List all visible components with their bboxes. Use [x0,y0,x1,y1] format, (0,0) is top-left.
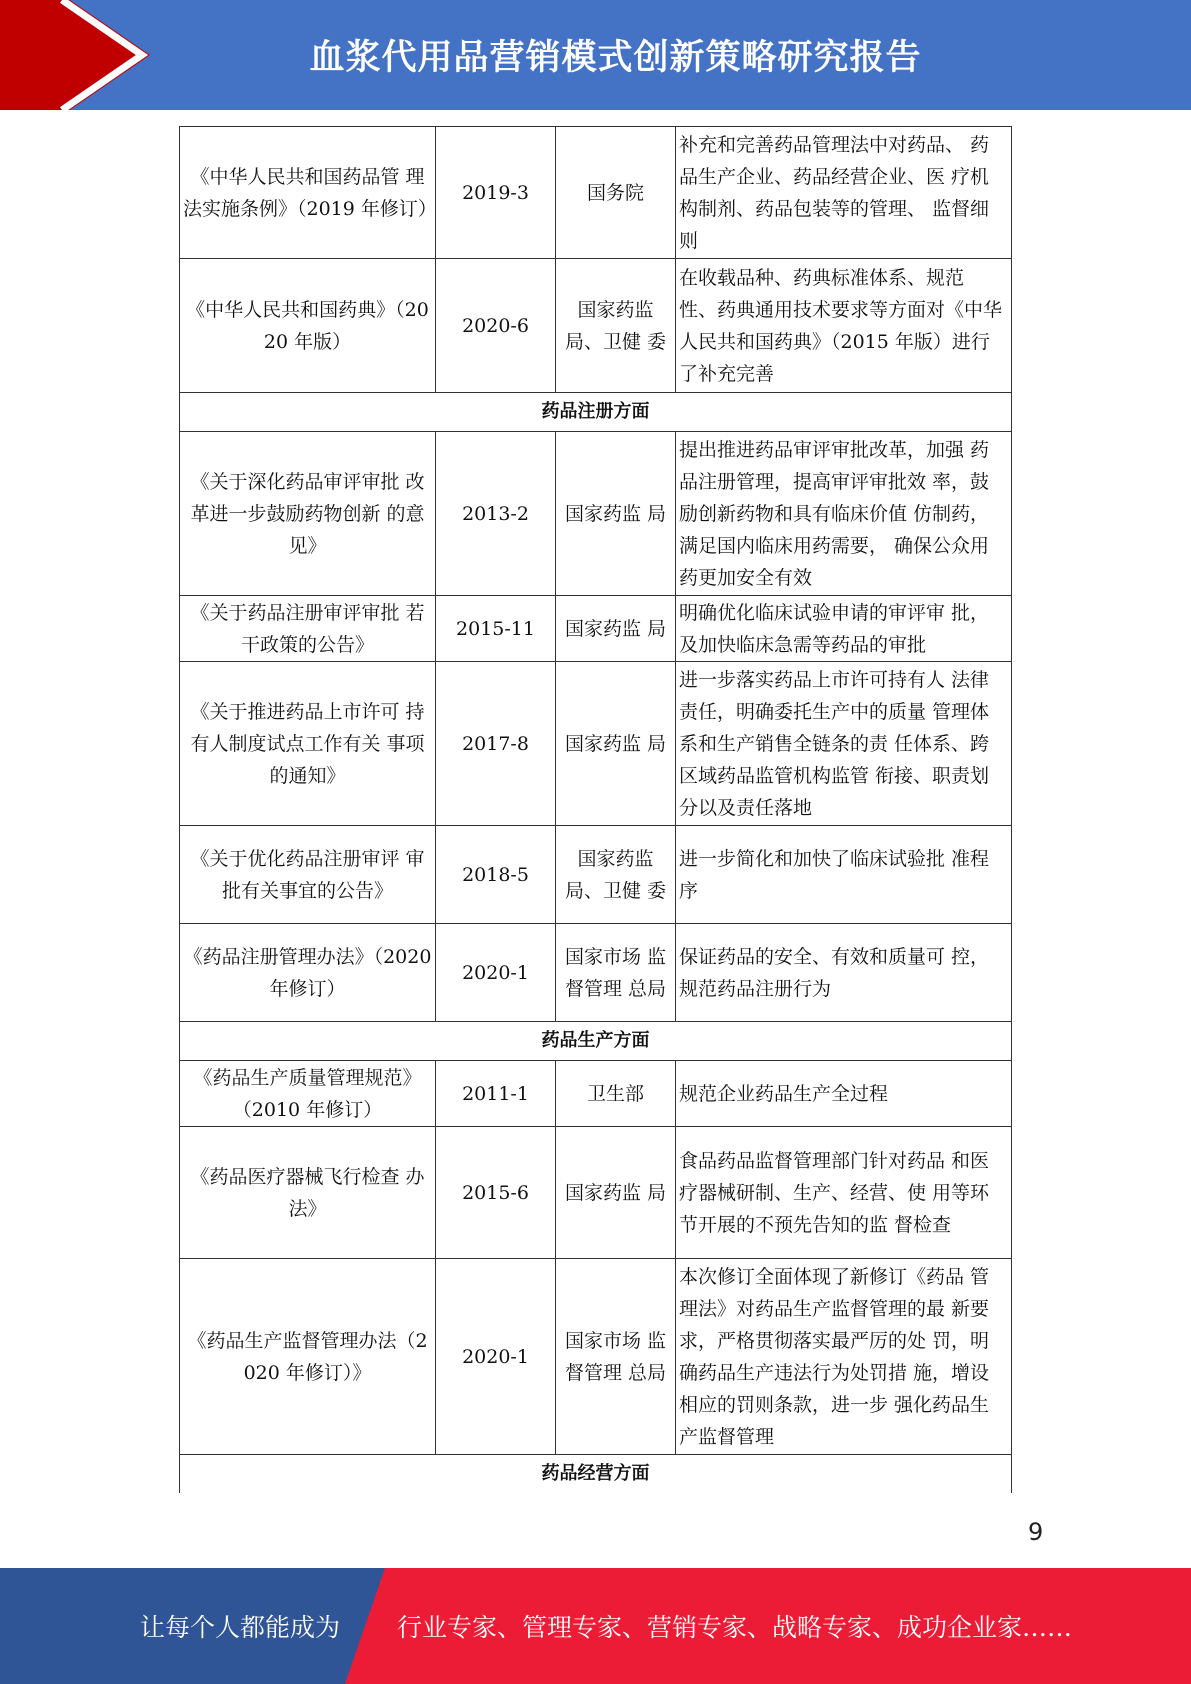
table-row [180,596,1012,662]
regulation-name: 《关于优化药品注册审评 审批有关事宜的公告》 [180,826,436,924]
regulation-date: 2011-1 [436,1061,556,1127]
footer-slogan-lead: 让每个人都能成为 [140,1613,341,1642]
regulation-date: 2020-1 [436,924,556,1022]
regulation-description: 在收载品种、药典标准体系、规范 性、药典通用技术要求等方面对《中华人民共和国药典》（2015 年版）进行了补充完善 [676,259,1012,393]
regulation-date: 2017-8 [436,662,556,826]
regulation-name: 《药品生产监督管理办法（2020 年修订）》 [180,1259,436,1455]
regulation-description: 提出推进药品审评审批改革，加强 药品注册管理，提高审评审批效 率，鼓励创新药物和具有临床价值 仿制药，满足国内临床用药需要， 确保公众用药更加安全有效 [676,432,1012,596]
section-heading: 药品经营方面 [180,1455,1012,1494]
regulation-agency: 国家市场 监督管理 总局 [556,924,676,1022]
table-row [180,924,1012,1022]
regulation-name: 《中华人民共和国药典》（2020 年版） [180,259,436,393]
page-header [0,0,1191,110]
section-heading: 药品生产方面 [180,1022,1012,1061]
regulation-date: 2020-1 [436,1259,556,1455]
regulation-name: 《关于深化药品审评审批 改革进一步鼓励药物创新 的意见》 [180,432,436,596]
footer-slogan-roles: 行业专家、管理专家、营销专家、战略专家、成功企业家…… [397,1613,1073,1642]
regulation-table-wrapper [179,126,1012,1493]
regulation-date: 2015-11 [436,596,556,662]
regulation-date: 2013-2 [436,432,556,596]
regulation-agency: 国务院 [556,127,676,259]
regulation-description: 保证药品的安全、有效和质量可 控，规范药品注册行为 [676,924,1012,1022]
regulation-description: 食品药品监督管理部门针对药品 和医疗器械研制、生产、经营、使 用等环节开展的不预先告知的监 督检查 [676,1127,1012,1259]
regulation-description: 规范企业药品生产全过程 [676,1061,1012,1127]
table-row [180,662,1012,826]
regulation-date: 2020-6 [436,259,556,393]
regulation-agency: 国家药监 局 [556,596,676,662]
table-row [180,1127,1012,1259]
regulation-name: 《关于推进药品上市许可 持有人制度试点工作有关 事项的通知》 [180,662,436,826]
page-number: 9 [1028,1518,1044,1546]
regulation-agency: 卫生部 [556,1061,676,1127]
regulation-name: 《关于药品注册审评审批 若干政策的公告》 [180,596,436,662]
regulation-date: 2018-5 [436,826,556,924]
regulation-description: 补充和完善药品管理法中对药品、 药品生产企业、药品经营企业、医 疗机构制剂、药品包装等的管理、 监督细则 [676,127,1012,259]
regulation-date: 2015-6 [436,1127,556,1259]
regulation-name: 《中华人民共和国药品管 理法实施条例》（2019 年修订） [180,127,436,259]
table-row [180,1259,1012,1455]
regulation-date: 2019-3 [436,127,556,259]
table-row [180,1061,1012,1127]
regulation-agency: 国家药监 局 [556,662,676,826]
section-heading: 药品注册方面 [180,393,1012,432]
regulation-description: 本次修订全面体现了新修订《药品 管理法》对药品生产监督管理的最 新要求，严格贯彻落实最严厉的处 罚，明确药品生产违法行为处罚措 施，增设相应的罚则条款，进一步 强化药品生产监督管理 [676,1259,1012,1455]
regulation-description: 进一步落实药品上市许可持有人 法律责任，明确委托生产中的质量 管理体系和生产销售全链条的责 任体系、跨区域药品监管机构监管 衔接、职责划分以及责任落地 [676,662,1012,826]
regulation-agency: 国家药监局、卫健 委 [556,826,676,924]
regulation-agency: 国家药监 局 [556,432,676,596]
regulation-agency: 国家药监局、卫健 委 [556,259,676,393]
table-row [180,432,1012,596]
table-row [180,127,1012,259]
header-arrow-decoration [0,0,150,110]
report-title: 血浆代用品营销模式创新策略研究报告 [309,38,922,78]
regulation-agency: 国家市场 监督管理 总局 [556,1259,676,1455]
table-row [180,826,1012,924]
regulation-name: 《药品注册管理办法》（2020 年修订） [180,924,436,1022]
section-row [180,1022,1012,1061]
regulation-description: 进一步简化和加快了临床试验批 准程序 [676,826,1012,924]
regulation-name: 《药品医疗器械飞行检查 办法》 [180,1127,436,1259]
table-row [180,259,1012,393]
section-row [180,393,1012,432]
page-footer [0,1568,1191,1684]
regulation-description: 明确优化临床试验申请的审评审 批，及加快临床急需等药品的审批 [676,596,1012,662]
regulation-table [179,126,1012,1493]
regulation-agency: 国家药监 局 [556,1127,676,1259]
regulation-name: 《药品生产质量管理规范》（2010 年修订） [180,1061,436,1127]
section-row [180,1455,1012,1494]
